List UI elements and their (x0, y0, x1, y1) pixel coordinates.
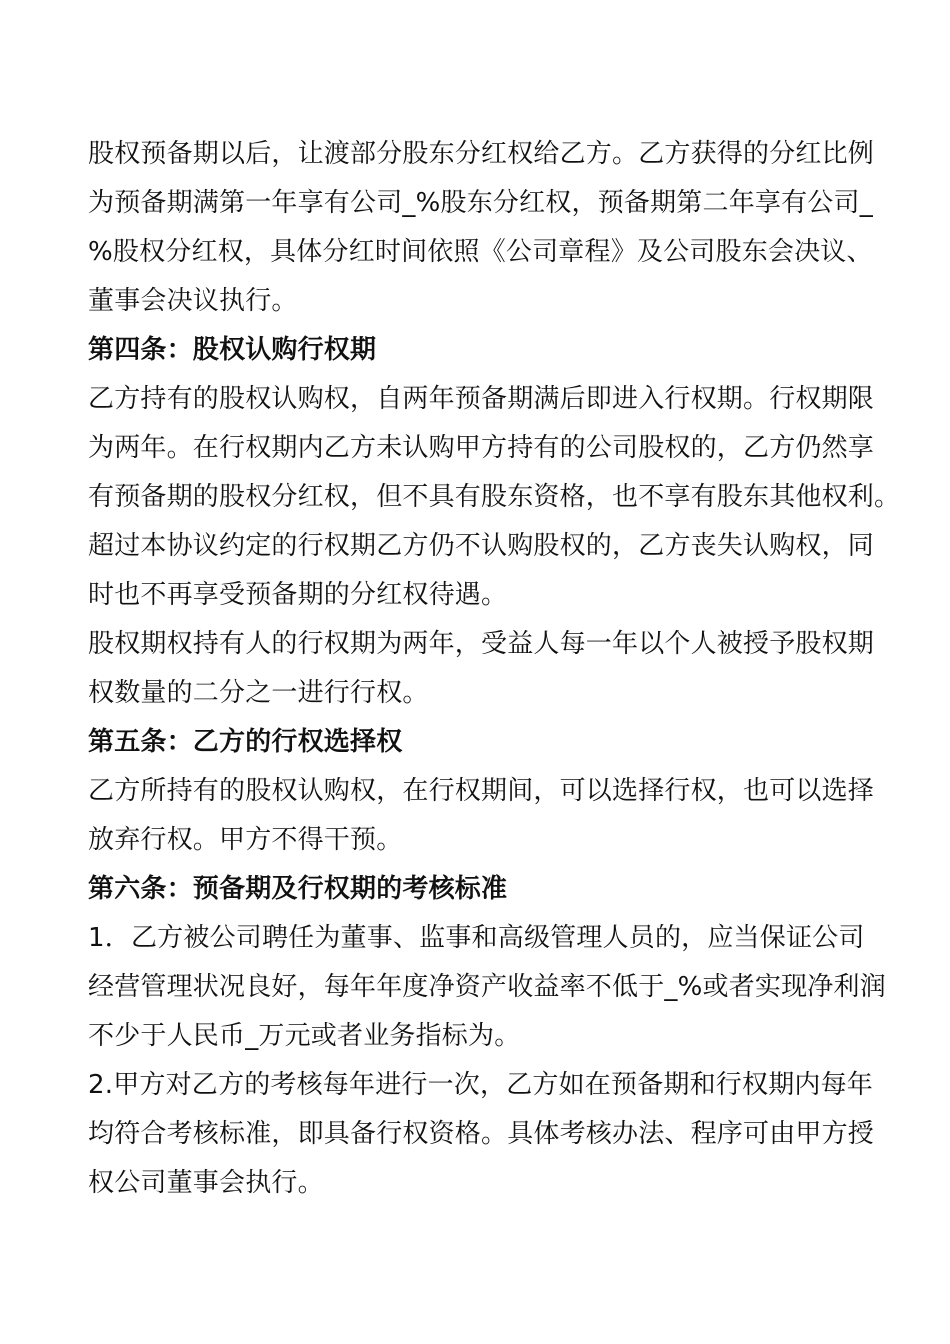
section-heading-article-5: 第五条：乙方的行权选择权 (88, 727, 403, 757)
body-line: 股权预备期以后，让渡部分股东分红权给乙方。乙方获得的分红比例 (88, 139, 875, 169)
document-page (88, 130, 901, 1208)
body-line: 时也不再享受预备期的分红权待遇。 (88, 580, 508, 610)
section-heading-article-6: 第六条：预备期及行权期的考核标准 (88, 874, 508, 904)
body-line: 董事会决议执行。 (88, 286, 298, 316)
list-item-2-line: 2.甲方对乙方的考核每年进行一次，乙方如在预备期和行权期内每年 (88, 1070, 874, 1100)
body-line: 有预备期的股权分红权，但不具有股东资格，也不享有股东其他权利。 (88, 482, 901, 512)
list-item-1-line: 1．乙方被公司聘任为董事、监事和高级管理人员的，应当保证公司 (88, 923, 865, 953)
body-line: 乙方所持有的股权认购权，在行权期间，可以选择行权，也可以选择 (88, 776, 875, 806)
body-line: 超过本协议约定的行权期乙方仍不认购股权的，乙方丧失认购权，同 (88, 531, 875, 561)
body-line: 股权期权持有人的行权期为两年，受益人每一年以个人被授予股权期 (88, 629, 875, 659)
body-line: 权数量的二分之一进行行权。 (88, 678, 429, 708)
body-line: 不少于人民币_万元或者业务指标为。 (88, 1021, 521, 1051)
body-line: 为两年。在行权期内乙方未认购甲方持有的公司股权的，乙方仍然享 (88, 433, 875, 463)
body-line: 为预备期满第一年享有公司_%股东分红权，预备期第二年享有公司_ (88, 188, 873, 218)
body-line: %股权分红权，具体分红时间依照《公司章程》及公司股东会决议、 (88, 237, 873, 267)
body-line: 经营管理状况良好，每年年度净资产收益率不低于_%或者实现净利润 (88, 972, 886, 1002)
body-line: 放弃行权。甲方不得干预。 (88, 825, 403, 855)
body-line: 乙方持有的股权认购权，自两年预备期满后即进入行权期。行权期限 (88, 384, 875, 414)
body-line: 均符合考核标准，即具备行权资格。具体考核办法、程序可由甲方授 (88, 1119, 875, 1149)
section-heading-article-4: 第四条：股权认购行权期 (88, 335, 377, 365)
body-line: 权公司董事会执行。 (88, 1168, 324, 1198)
